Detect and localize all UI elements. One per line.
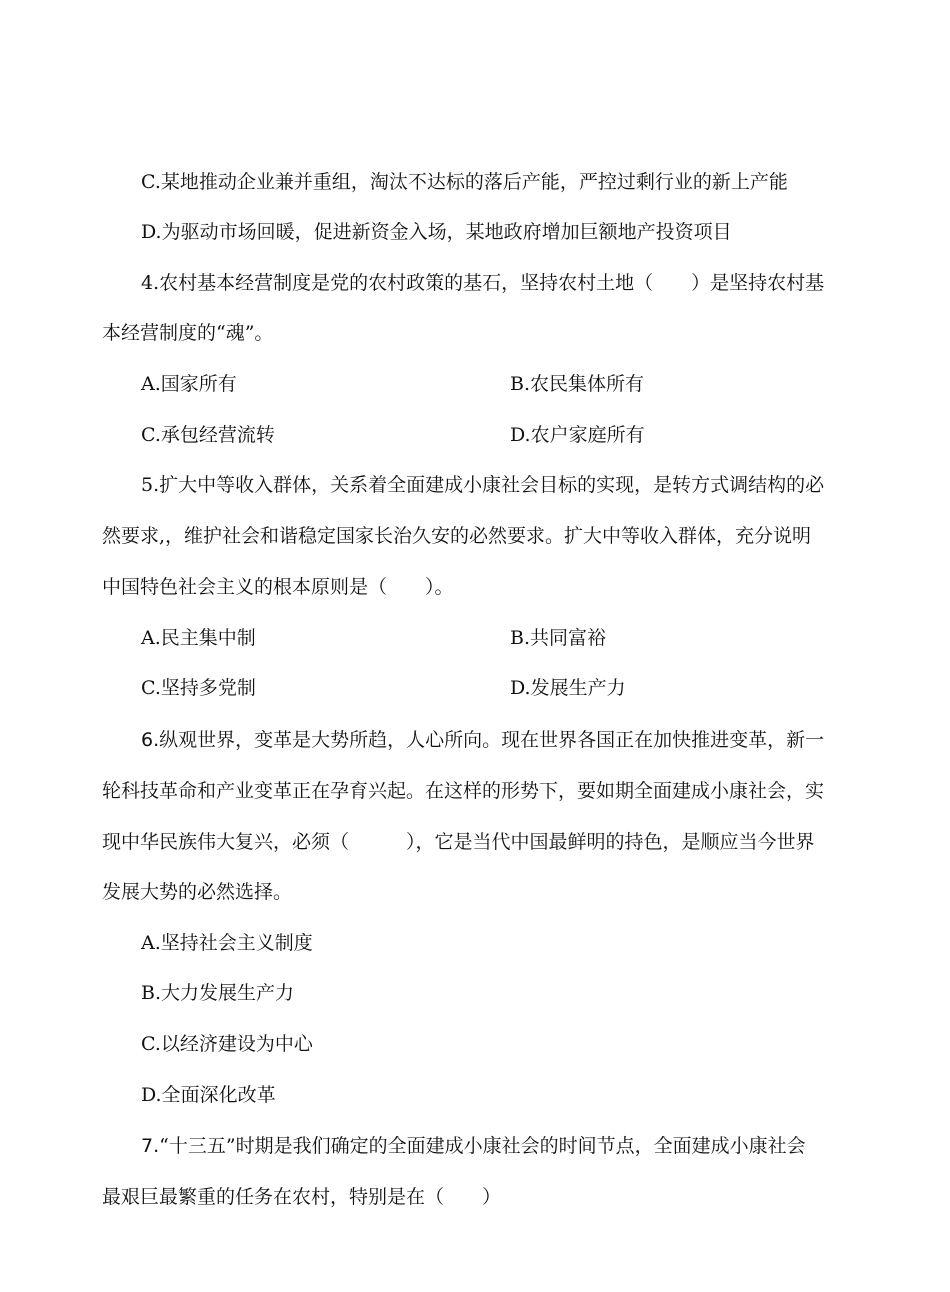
- q4-stem-line2: 本经营制度的“魂”。: [102, 322, 274, 344]
- q6-option-c: C.以经济建设为中心: [141, 1033, 313, 1055]
- q4-option-d: D.农户家庭所有: [510, 424, 645, 446]
- q6-option-b: B.大力发展生产力: [141, 982, 295, 1004]
- q4-option-a: A.国家所有: [141, 373, 237, 395]
- q6-stem-line4: 发展大势的必然选择。: [102, 881, 293, 903]
- q6-number: 6.: [141, 729, 160, 751]
- q7-number: 7.: [141, 1135, 160, 1157]
- q7-stem-line1: [141, 1133, 806, 1159]
- q4-option-c: C.承包经营流转: [141, 424, 275, 446]
- q6-option-a: A.坚持社会主义制度: [141, 932, 313, 954]
- q7-stem-line2: 最艰巨最繁重的任务在农村，特别是在（ ）: [102, 1186, 502, 1208]
- q6-option-d: D.全面深化改革: [141, 1084, 276, 1106]
- q5-option-b: B.共同富裕: [510, 627, 607, 649]
- q5-stem-line1: 5.扩大中等收入群体，关系着全面建成小康社会目标的实现，是转方式调结构的必: [141, 474, 825, 496]
- q4-stem-line1: 4.农村基本经营制度是党的农村政策的基石，坚持农村土地（ ）是坚持农村基: [141, 272, 825, 294]
- q6-stem-line3: 现中华民族伟大复兴，必须（ ），它是当代中国最鲜明的持色，是顺应当今世界: [102, 831, 815, 853]
- q6-stem-line2: 轮科技革命和产业变革正在孕育兴起。在这样的形势下，要如期全面建成小康社会，实: [102, 780, 825, 802]
- q5-stem-line2: 然要求,，维护社会和谐稳定国家长治久安的必然要求。扩大中等收入群体，充分说明: [102, 525, 812, 547]
- q3-option-c: C.某地推动企业兼并重组，淘汰不达标的落后产能，严控过剩行业的新上产能: [141, 171, 788, 193]
- q7-stem-line1-text: “十三五”时期是我们确定的全面建成小康社会的时间节点，全面建成小康社会: [159, 1135, 806, 1157]
- q6-stem-line1-text: 纵观世界，变革是大势所趋，人心所向。现在世界各国正在加快推进变革，新一: [159, 729, 825, 751]
- q5-option-d: D.发展生产力: [510, 677, 626, 699]
- q4-option-b: B.农民集体所有: [510, 373, 645, 395]
- q6-stem-line1: [141, 727, 824, 753]
- q5-option-c: C.坚持多党制: [141, 677, 256, 699]
- q5-stem-line3: 中国特色社会主义的根本原则是（ ）。: [102, 576, 454, 598]
- q5-option-a: A.民主集中制: [141, 627, 256, 649]
- q3-option-d: D.为驱动市场回暖，促进新资金入场，某地政府增加巨额地产投资项目: [141, 221, 732, 243]
